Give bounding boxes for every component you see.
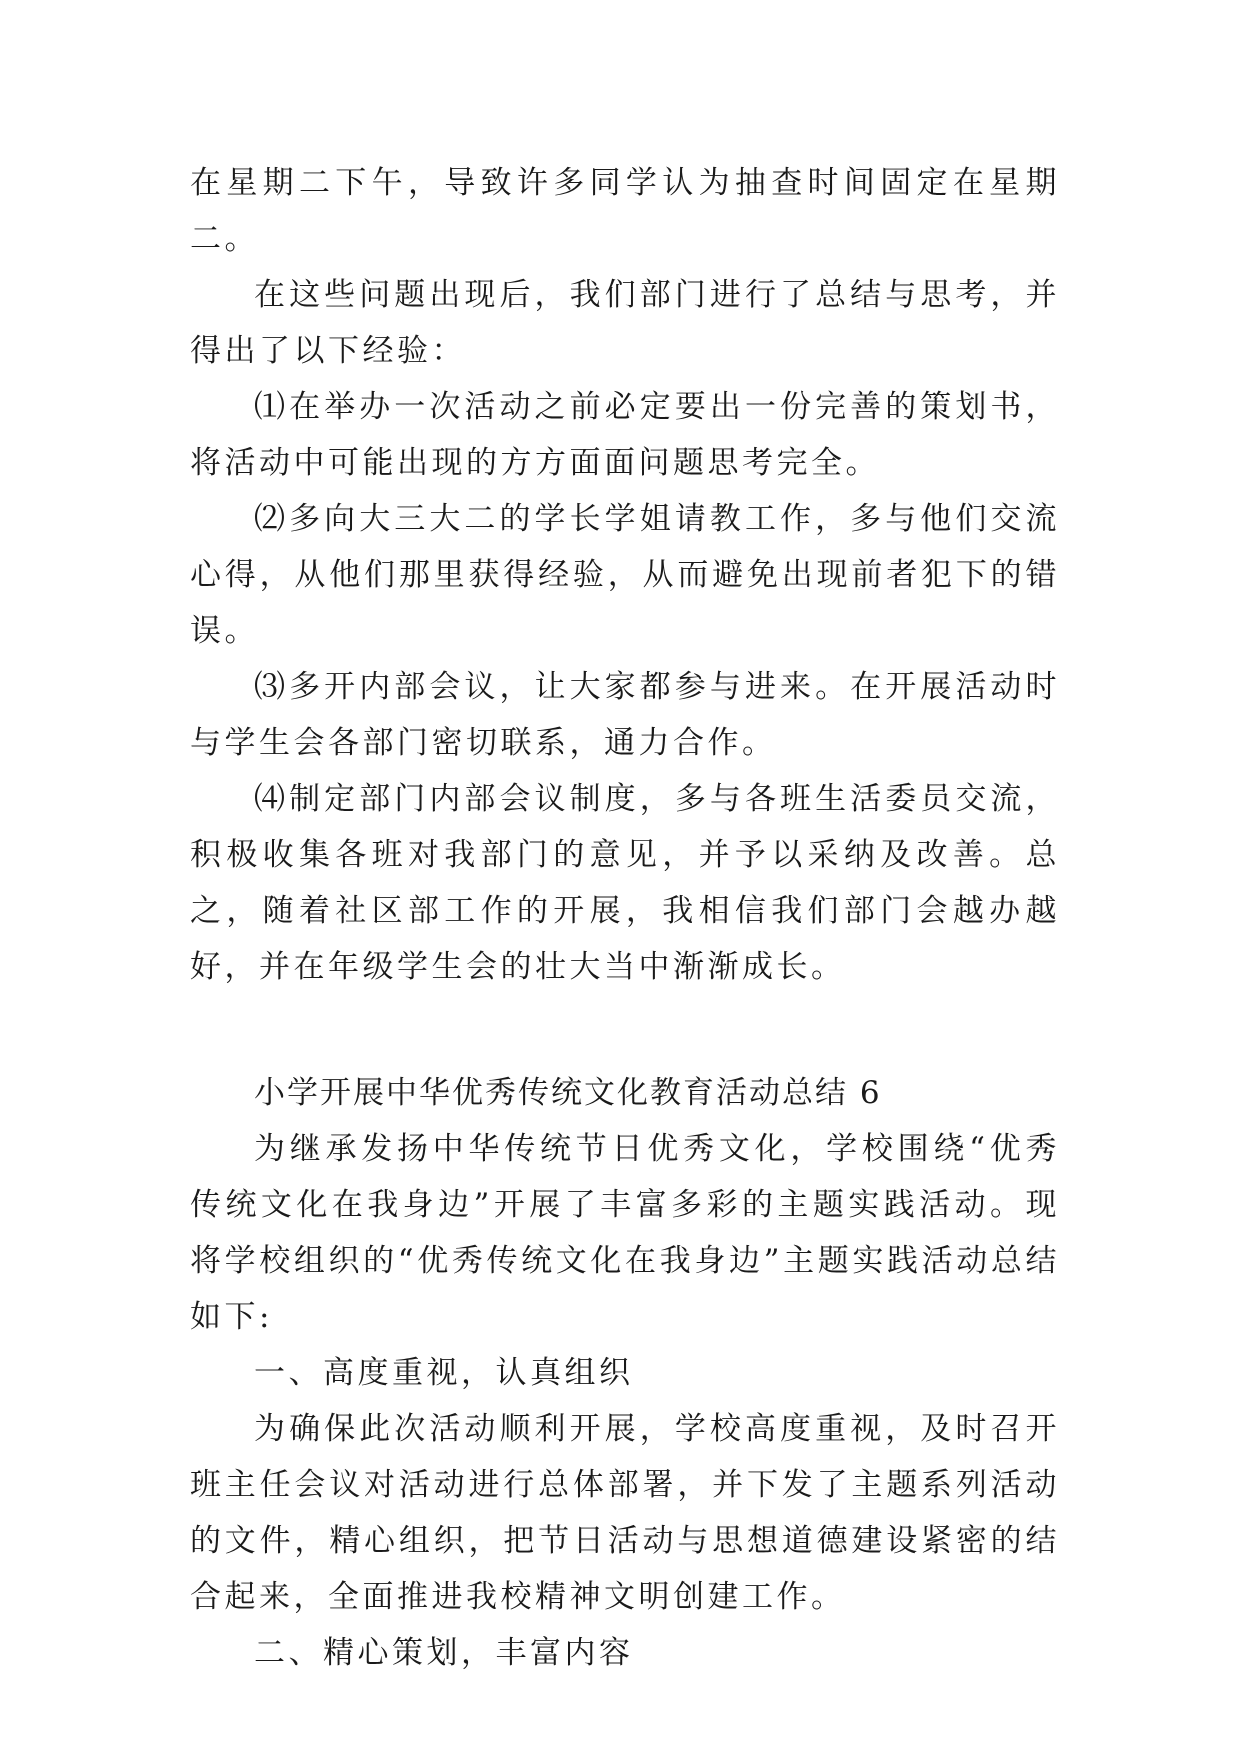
heading-1-body: 为确保此次活动顺利开展，学校高度重视，及时召开班主任会议对活动进行总体部署，并下发了主题系列活动的文件，精心组织，把节日活动与思想道德建设紧密的结合起来，全面推进我校精神文明创建工作。 bbox=[190, 1411, 1060, 1615]
document-body bbox=[190, 155, 1060, 1681]
section-title: 小学开展中华优秀传统文化教育活动总结 6 bbox=[254, 1075, 882, 1111]
experience-point-4: ⑷制定部门内部会议制度，多与各班生活委员交流，积极收集各班对我部门的意见，并予以采纳及改善。总之，随着社区部工作的开展，我相信我们部门会越办越好，并在年级学生会的壮大当中渐渐成长。 bbox=[190, 781, 1060, 985]
experience-point-3: ⑶多开内部会议，让大家都参与进来。在开展活动时与学生会各部门密切联系，通力合作。 bbox=[190, 669, 1060, 761]
experience-point-1: ⑴在举办一次活动之前必定要出一份完善的策划书，将活动中可能出现的方方面面问题思考完全。 bbox=[190, 389, 1060, 481]
section-spacer bbox=[190, 995, 1060, 1065]
continuation-paragraph: 在星期二下午，导致许多同学认为抽查时间固定在星期二。 bbox=[190, 165, 1060, 257]
experience-point-2: ⑵多向大三大二的学长学姐请教工作，多与他们交流心得，从他们那里获得经验，从而避免出现前者犯下的错误。 bbox=[190, 501, 1060, 649]
intro-paragraph: 在这些问题出现后，我们部门进行了总结与思考，并得出了以下经验： bbox=[190, 277, 1060, 369]
heading-2: 二、精心策划，丰富内容 bbox=[254, 1635, 634, 1671]
section-intro-paragraph: 为继承发扬中华传统节日优秀文化，学校围绕“优秀传统文化在我身边”开展了丰富多彩的主题实践活动。现将学校组织的“优秀传统文化在我身边”主题实践活动总结如下: bbox=[190, 1131, 1060, 1335]
heading-1: 一、高度重视，认真组织 bbox=[254, 1355, 634, 1391]
